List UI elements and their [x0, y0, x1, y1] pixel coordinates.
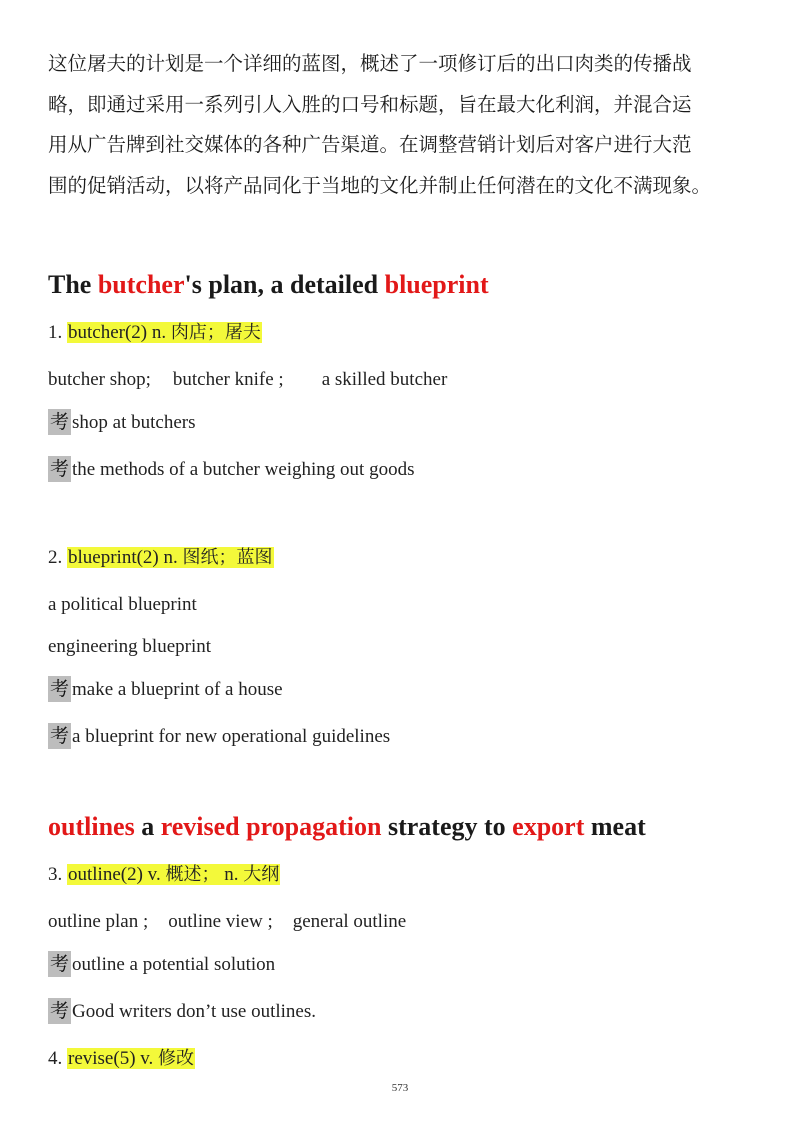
exam-marker: 考	[50, 458, 70, 480]
page-number: 573	[391, 1082, 409, 1094]
example-text: outline a potential solution	[72, 954, 276, 975]
exam-marker: 考	[50, 953, 70, 975]
heading-text: 's plan, a detailed	[184, 270, 385, 299]
intro-line: 用从广告牌到社交媒体的各种广告渠道。在调整营销计划后对客户进行大范	[48, 133, 692, 156]
phrase: butcher shop;	[48, 369, 151, 390]
entry-meaning: 修改	[158, 1048, 195, 1069]
vocab-entry-revise	[48, 1046, 195, 1072]
entry-term: outline(2) v.	[68, 864, 166, 885]
entry-meaning: 概述；	[165, 864, 220, 885]
entry-meaning: 大纲	[243, 864, 280, 885]
exam-marker: 考	[50, 411, 70, 433]
entry-highlight	[67, 547, 274, 568]
phrase-line	[48, 367, 447, 393]
heading-keyword: export	[512, 812, 585, 841]
example-text: shop at butchers	[72, 412, 196, 433]
exam-example	[48, 409, 196, 436]
exam-example	[48, 998, 316, 1025]
example-text: a blueprint for new operational guidelines	[72, 726, 391, 747]
example-text: the methods of a butcher weighing out goods	[72, 459, 415, 480]
entry-number: 1.	[48, 322, 67, 343]
example-text: make a blueprint of a house	[72, 679, 283, 700]
vocab-entry-blueprint	[48, 545, 274, 571]
entry-meaning: 肉店；屠夫	[170, 322, 261, 343]
example-text: Good writers don’t use outlines.	[72, 1001, 317, 1022]
vocab-entry-outline	[48, 862, 280, 888]
heading-text: strategy to	[381, 812, 513, 841]
entry-term: blueprint(2) n.	[68, 547, 183, 568]
exam-example	[48, 456, 414, 483]
intro-line: 这位屠夫的计划是一个详细的蓝图，概述了一项修订后的出口肉类的传播战	[48, 52, 692, 75]
heading-keyword: outlines	[48, 812, 135, 841]
phrase-line	[48, 634, 211, 660]
exam-marker: 考	[50, 725, 70, 747]
phrase-line	[48, 909, 406, 935]
phrase: a political blueprint	[48, 594, 197, 615]
entry-meaning: 图纸；蓝图	[182, 547, 273, 568]
intro-line: 略，即通过采用一系列引人入胜的口号和标题，旨在最大化利润，并混合运	[48, 92, 692, 116]
phrase: general outline	[292, 911, 407, 932]
phrase: a skilled butcher	[321, 369, 448, 390]
phrase-line	[48, 592, 197, 618]
entry-term: revise(5) v.	[68, 1048, 159, 1069]
entry-highlight	[67, 1048, 195, 1069]
entry-number: 3.	[48, 864, 67, 885]
phrase: outline view ;	[168, 911, 273, 932]
entry-highlight	[67, 864, 280, 885]
exam-marker: 考	[50, 678, 70, 700]
entry-term: n.	[219, 864, 244, 885]
entry-highlight	[67, 322, 262, 343]
section-heading-2	[48, 810, 646, 844]
heading-keyword: blueprint	[384, 270, 489, 299]
entry-number: 4.	[48, 1048, 67, 1069]
heading-text: meat	[584, 812, 646, 841]
entry-term: butcher(2) n.	[68, 322, 171, 343]
exam-example	[48, 951, 275, 978]
exam-example	[48, 723, 390, 750]
phrase: engineering blueprint	[48, 636, 212, 657]
heading-keyword: revised propagation	[160, 812, 382, 841]
phrase: outline plan ;	[48, 911, 149, 932]
phrase: butcher knife ;	[172, 369, 284, 390]
intro-paragraph	[48, 44, 768, 206]
vocab-entry-butcher	[48, 320, 262, 346]
section-heading-1	[48, 268, 489, 302]
entry-number: 2.	[48, 547, 67, 568]
exam-example	[48, 676, 283, 703]
exam-marker: 考	[50, 1000, 70, 1022]
heading-keyword: butcher	[97, 270, 185, 299]
intro-line: 围的促销活动，以将产品同化于当地的文化并制止任何潜在的文化不满现象。	[48, 173, 712, 197]
heading-text: a	[134, 812, 161, 841]
heading-text: The	[48, 270, 98, 299]
